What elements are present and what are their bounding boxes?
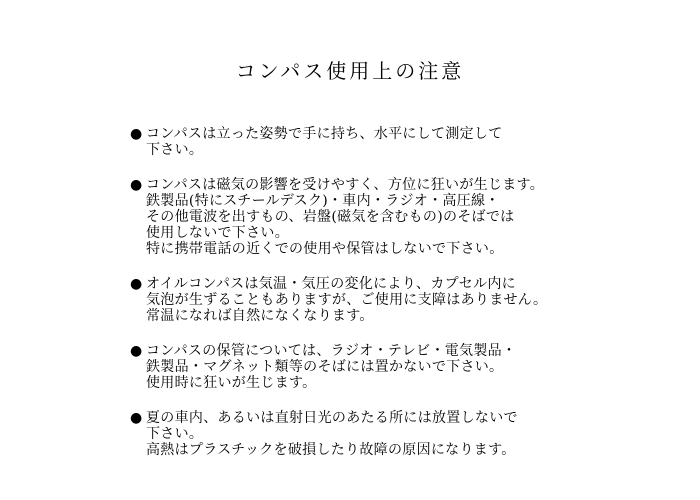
note-first-line [130,343,690,359]
bullet-icon: ● [130,276,143,292]
note-text: オイルコンパスは気温・気圧の変化により、カプセル内に [146,276,516,292]
note-text: 常温になれば自然になくなります。 [146,308,374,324]
note-first-line [130,126,690,142]
bullet-icon: ● [130,126,143,142]
note-text: 使用時に狂いが生じます。 [146,375,317,391]
note-text: 下さい。 [146,142,204,158]
note-text: 高熱はプラスチックを破損したり故障の原因になります。 [146,442,516,458]
bullet-icon: ● [130,410,143,426]
note-text: コンパスは磁気の影響を受けやすく、方位に狂いが生じます。 [146,177,545,193]
note-first-line [130,276,690,292]
note-text: 下さい。 [146,426,204,442]
note-text: 夏の車内、あるいは直射日光のあたる所には放置しないで [146,410,518,426]
page-title: コンパス使用上の注意 [235,59,465,83]
list-item [130,343,690,391]
notes-list [130,126,690,477]
bullet-icon: ● [130,177,143,193]
list-item [130,177,690,257]
note-text: 特に携帯電話の近くでの使用や保管はしないで下さい。 [146,241,504,257]
note-text: 鉄製品(特にスチールデスク)・車内・ラジオ・高圧線・ [146,193,500,209]
note-first-line [130,177,690,193]
note-text: コンパスは立った姿勢で手に持ち、水平にして測定して [146,126,503,142]
note-first-line [130,410,690,426]
note-text: その他電波を出すもの、岩盤(磁気を含むもの)のそばでは [146,209,515,225]
note-text: コンパスの保管については、ラジオ・テレビ・電気製品・ [146,343,517,359]
note-text: 鉄製品・マグネット類等のそばには置かないで下さい。 [146,359,504,375]
note-text: 使用しないで下さい。 [146,225,289,241]
list-item [130,276,690,324]
bullet-icon: ● [130,343,143,359]
note-text: 気泡が生ずることもありますが、ご使用に支障はありません。 [146,292,548,308]
list-item [130,126,690,158]
list-item [130,410,690,458]
